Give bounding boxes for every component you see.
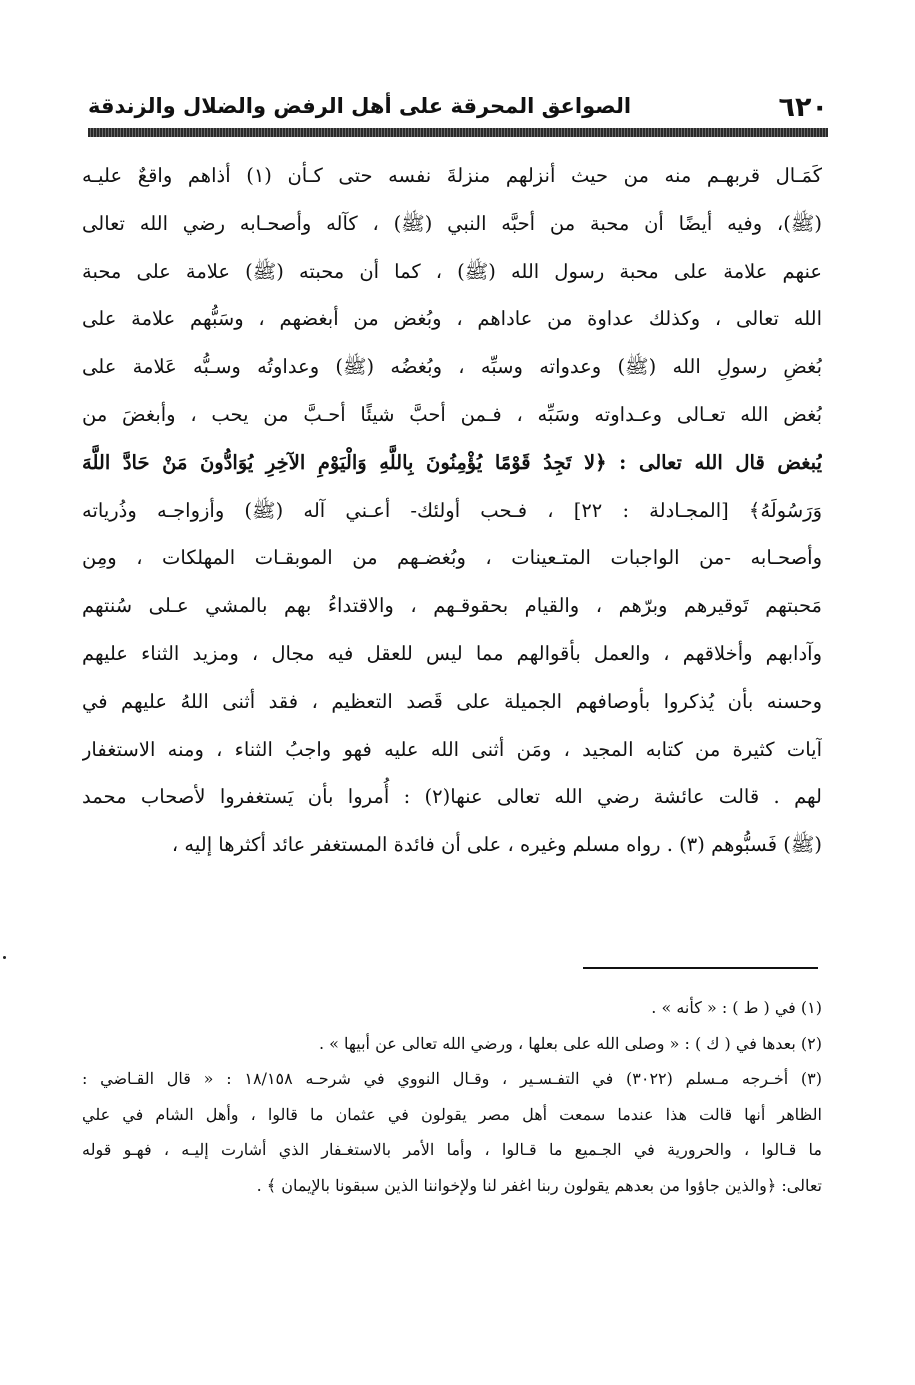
text-line: وحسنه بأن يُذكروا بأوصافهم الجميلة على قَصد التعظيم ، فقد أثنى اللهُ عليهم في [82,689,822,713]
text-line: بُغض الله تعـالى وعـداوته وسَبِّه ، فـمن أحبَّ شيئًا أحـبَّ من يحب ، وأبغضَ من [82,402,822,426]
text-line: كَمَـال قربهـم منه من حيث أنزلهم منزلةَ نفسه حتى كـأن (١) أذاهم واقعٌ عليـه [82,164,822,187]
book-title: الصواعق المحرقة على أهل الرفض والضلال والزندقة [88,94,632,118]
text-line: عنهم علامة على محبة رسول الله (ﷺ) ، كما أن محبته (ﷺ) علامة على محبة [82,259,822,283]
text-line: لهم . قالت عائشة رضي الله تعالى عنها(٢) : أُمروا بأن يَستغفروا لأصحاب محمد [82,785,822,809]
text-line: بُغضِ رسولِ الله (ﷺ) وعدواته وسبِّه ، وبُغضُه (ﷺ) وعداوتُه وسـبُّه عَلامة على [82,355,822,379]
page-number: ٦٢٠ [778,92,828,123]
footnote-3-continuation: تعالى: ﴿والذين جاؤوا من بعدهم يقولون ربنا اغفر لنا ولإخواننا الذين سبقونا بالإيمان ﴾ . [256,1175,822,1195]
footnote-separator [583,967,818,969]
text-line: (ﷺ) فَسبُّوهم (٣) . رواه مسلم وغيره ، على أن فائدة المستغفر عائد أكثرها إليه ، [171,833,822,857]
header-rule [88,128,828,137]
running-head [88,92,828,128]
text-line: (ﷺ)، وفيه أيضًا أن محبة من أحبَّه النبي (ﷺ) ، كآله وأصحـابه رضي الله تعالى [82,211,822,235]
footnote-3-continuation: ما قـالوا ، والحرورية في الجـميع ما قـالوا ، وأما الأمر بالاستغـفار الذي أشارت إليـه ، فهـو قوله [82,1140,822,1160]
footnote-3-continuation: الظاهر أنها قالت هذا عندما سمعت أهل مصر يقولون في عثمان ما قالوا ، وأهل الشام في علي [82,1104,822,1124]
margin-dot [3,956,6,959]
text-line: وأصحـابه -من الواجبات المتـعينات ، وبُغضـهم من الموبقـات المهلكات ، ومِن [82,546,822,570]
footnote-3: (٣) أخـرجه مـسلم (٣٠٢٢) في التفـسـير ، وقـال النووي في شرحـه ١٨/١٥٨ : « قال القـاضي : [82,1069,822,1089]
footnote-2: (٢) بعدها في ( ك ) : « وصلى الله على بعلها ، ورضي الله تعالى عن أبيها » . [318,1033,822,1053]
text-line: آيات كثيرة من كتابه المجيد ، ومَن أثنى الله عليه فهو واجبُ الثناء ، ومنه الاستغفار [82,737,822,761]
text-line: وَرَسُولَهُ﴾ [المجـادلة : ٢٢] ، فـحب أولئك- أعـني آله (ﷺ) وأزواجـه وذُرياته [82,498,822,522]
text-line: الله تعالى ، وكذلك عداوة من عاداهم ، وبُغض من أبغضهم ، وسَبُّهم علامة على [82,307,822,331]
footnotes [82,990,822,1204]
text-line: مَحبتهم تَوقيرهم وبرّهم ، والقيام بحقوقـهم ، والاقتداءُ بهم بالمشي عـلى سُنتهم [82,594,822,618]
footnote-1: (١) في ( ط ) : « كأنه » . [651,998,822,1017]
text-line: يُبغض قال الله تعالى : ﴿لا تَجِدُ قَوْمًا يُؤْمِنُونَ بِاللَّهِ وَالْيَوْمِ الآخِرِ يُوَادُّونَ مَنْ حَادَّ اللَّهَ [82,450,822,474]
text-line: وآدابهم وأخلاقهم ، والعمل بأقوالهم مما ليس للعقل فيه مجال ، ومزيد الثناء عليهم [82,641,822,665]
main-text [82,152,822,869]
